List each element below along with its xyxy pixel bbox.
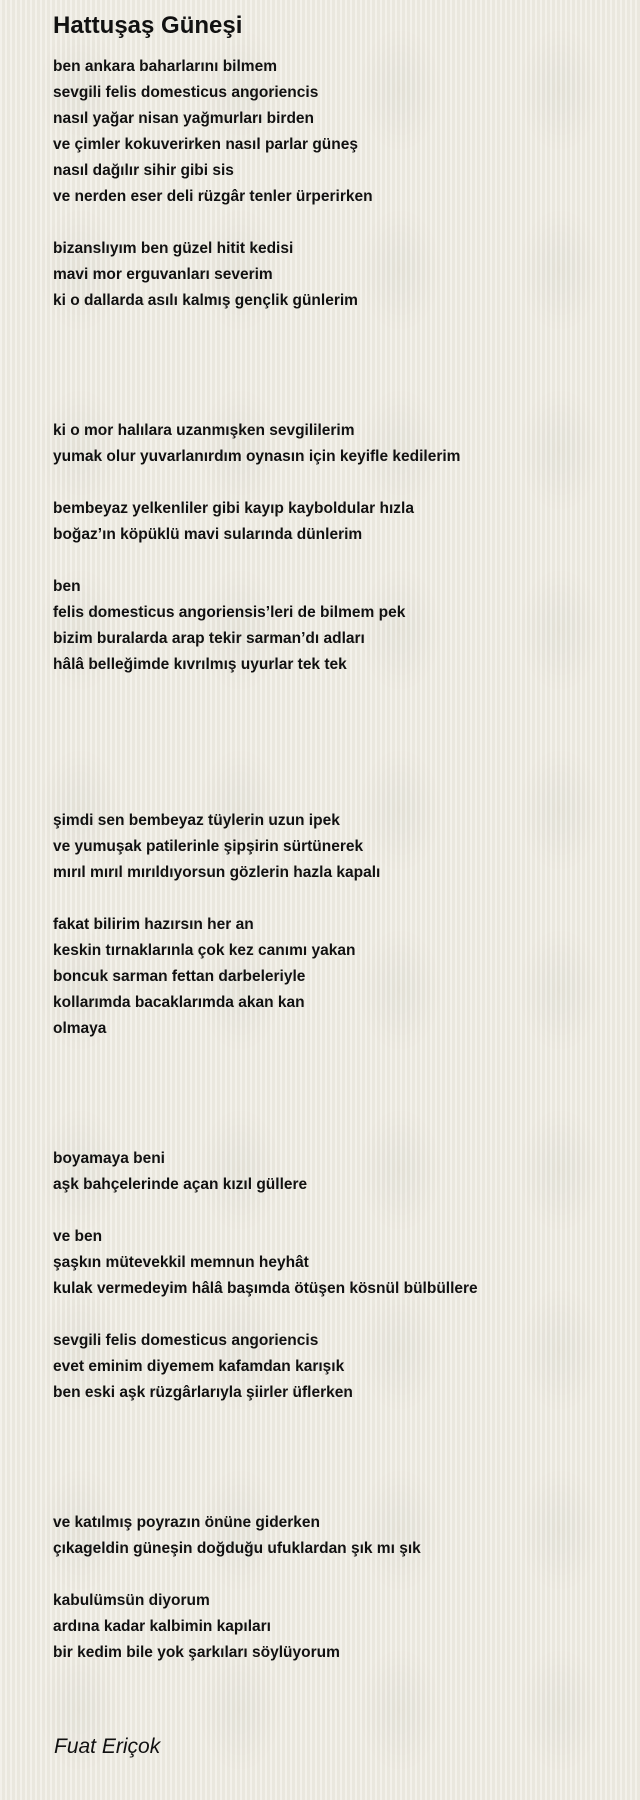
stanza bbox=[53, 1146, 623, 1198]
poem-body bbox=[53, 54, 623, 1666]
stanza bbox=[53, 808, 623, 886]
stanza bbox=[53, 1224, 623, 1302]
poem-line: sevgili felis domesticus angoriencis bbox=[53, 84, 319, 101]
poem-line: nasıl yağar nisan yağmurları birden bbox=[53, 110, 315, 127]
poem-line: fakat bilirim hazırsın her an bbox=[53, 916, 254, 933]
poem-line: nasıl dağılır sihir gibi sis bbox=[53, 162, 234, 179]
stanza-gap bbox=[53, 548, 623, 574]
stanza bbox=[53, 418, 623, 470]
poem-line: mırıl mırıl mırıldıyorsun gözlerin hazla kapalı bbox=[53, 864, 381, 881]
poem-line: kabulümsün diyorum bbox=[53, 1592, 210, 1609]
poem-author: Fuat Eriçok bbox=[54, 1735, 161, 1758]
poem-line: ben bbox=[53, 578, 81, 595]
stanza bbox=[53, 236, 623, 314]
stanza bbox=[53, 54, 623, 210]
poem-line: mavi mor erguvanları severim bbox=[53, 266, 273, 283]
poem-line: boyamaya beni bbox=[53, 1150, 165, 1167]
poem-line: boğaz’ın köpüklü mavi sularında dünlerim bbox=[53, 526, 363, 543]
stanza bbox=[53, 574, 623, 678]
poem-line: evet eminim diyemem kafamdan karışık bbox=[53, 1358, 345, 1375]
stanza-gap bbox=[53, 886, 623, 912]
section-gap bbox=[53, 1042, 623, 1146]
poem-line: şaşkın mütevekkil memnun heyhât bbox=[53, 1254, 309, 1271]
poem-line: sevgili felis domesticus angoriencis bbox=[53, 1332, 319, 1349]
poem-line: ki o dallarda asılı kalmış gençlik günlerim bbox=[53, 292, 358, 309]
poem-line: kollarımda bacaklarımda akan kan bbox=[53, 994, 305, 1011]
poem-line: bembeyaz yelkenliler gibi kayıp kayboldular hızla bbox=[53, 500, 414, 517]
poem-line: olmaya bbox=[53, 1020, 107, 1037]
stanza-gap bbox=[53, 1302, 623, 1328]
stanza-gap bbox=[53, 1198, 623, 1224]
poem-line: kulak vermedeyim hâlâ başımda ötüşen kösnül bülbüllere bbox=[53, 1280, 478, 1297]
poem-line: ben ankara baharlarını bilmem bbox=[53, 58, 277, 75]
poem-line: ki o mor halılara uzanmışken sevgililerim bbox=[53, 422, 355, 439]
stanza bbox=[53, 912, 623, 1042]
poem-line: felis domesticus angoriensis’leri de bilmem pek bbox=[53, 604, 406, 621]
poem-line: ve nerden eser deli rüzgâr tenler ürperirken bbox=[53, 188, 373, 205]
section-gap bbox=[53, 678, 623, 808]
poem-line: yumak olur yuvarlanırdım oynasın için keyifle kedilerim bbox=[53, 448, 461, 465]
poem-line: bizanslıyım ben güzel hitit kedisi bbox=[53, 240, 294, 257]
stanza bbox=[53, 1328, 623, 1406]
stanza bbox=[53, 1588, 623, 1666]
poem-line: keskin tırnaklarınla çok kez canımı yakan bbox=[53, 942, 356, 959]
poem-title: Hattuşaş Güneşi bbox=[53, 12, 243, 39]
poem-line: şimdi sen bembeyaz tüylerin uzun ipek bbox=[53, 812, 340, 829]
poem-line: ve çimler kokuverirken nasıl parlar güneş bbox=[53, 136, 358, 153]
stanza-gap bbox=[53, 210, 623, 236]
poem-line: boncuk sarman fettan darbeleriyle bbox=[53, 968, 306, 985]
poem-page bbox=[53, 8, 623, 1666]
poem-line: çıkageldin güneşin doğduğu ufuklardan şık mı şık bbox=[53, 1540, 421, 1557]
poem-line: ardına kadar kalbimin kapıları bbox=[53, 1618, 271, 1635]
section-gap bbox=[53, 1406, 623, 1510]
poem-line: hâlâ belleğimde kıvrılmış uyurlar tek tek bbox=[53, 656, 347, 673]
stanza bbox=[53, 1510, 623, 1562]
poem-line: ve yumuşak patilerinle şipşirin sürtünerek bbox=[53, 838, 364, 855]
stanza-gap bbox=[53, 470, 623, 496]
poem-line: bir kedim bile yok şarkıları söylüyorum bbox=[53, 1644, 340, 1661]
stanza-gap bbox=[53, 1562, 623, 1588]
poem-line: ben eski aşk rüzgârlarıyla şiirler üflerken bbox=[53, 1384, 353, 1401]
poem-line: aşk bahçelerinde açan kızıl güllere bbox=[53, 1176, 308, 1193]
poem-line: bizim buralarda arap tekir sarman’dı adları bbox=[53, 630, 365, 647]
poem-line: ve ben bbox=[53, 1228, 103, 1245]
section-gap bbox=[53, 314, 623, 418]
stanza bbox=[53, 496, 623, 548]
poem-line: ve katılmış poyrazın önüne giderken bbox=[53, 1514, 321, 1531]
